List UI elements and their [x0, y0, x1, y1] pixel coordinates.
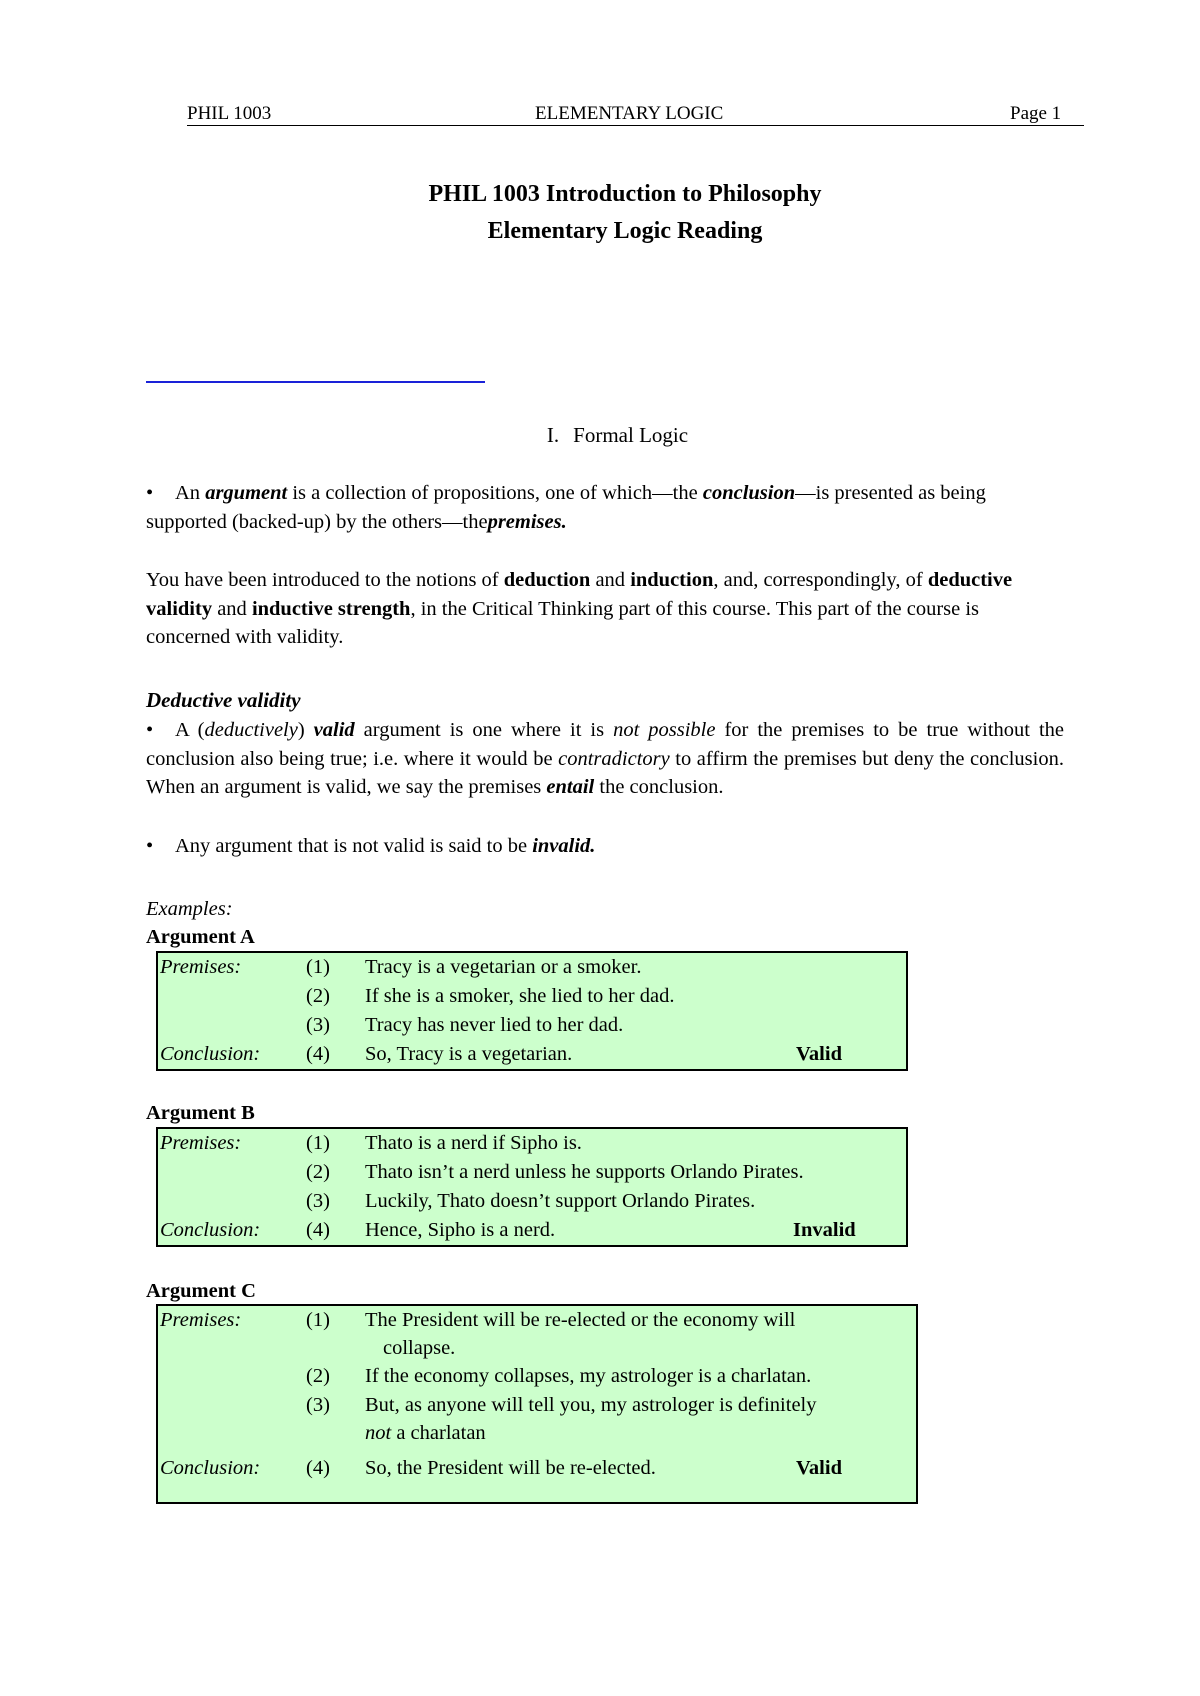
header-page-number: Page 1 — [1010, 103, 1062, 124]
bullet-icon — [146, 479, 175, 508]
premises-label: Premises: — [160, 1309, 242, 1331]
examples-label: Examples: — [146, 898, 233, 920]
argument-definition: •An argument is a collection of propositions, one of which—the conclusion—is presented as being supported (backed-up) by the others—thepremises. — [146, 479, 1064, 536]
bullet-icon — [146, 716, 175, 745]
deduction-induction-paragraph: You have been introduced to the notions of deduction and induction, and, correspondingly, of deductive validity and inductive strength, in the Critical Thinking part of this course. This part of the course is concerned with validity. — [146, 569, 1013, 648]
conclusion-label: Conclusion: — [160, 1043, 261, 1065]
section-number: I. — [546, 423, 560, 447]
argument-c-title: Argument C — [146, 1280, 256, 1302]
validity-definition: •A (deductively) valid argument is one where it is not possible for the premises to be true without the conclusion also being true; i.e. where it would be contradictory to affirm the premises but deny the conclusion. When an argument is valid, we say the premises entail the conclusion. — [146, 716, 1064, 802]
premises-label: Premises: — [160, 1132, 242, 1154]
blue-divider — [146, 381, 485, 383]
document-subtitle: Elementary Logic Reading — [487, 218, 763, 244]
argument-a-box: Premises: (1) Tracy is a vegetarian or a smoker. (2) If she is a smoker, she lied to her dad. (3) Tracy has never lied to her dad. Conclusion: (4) So, Tracy is a vegetarian. Valid — [156, 951, 908, 1071]
verdict-badge: Valid — [796, 1457, 842, 1479]
header-course-code: PHIL 1003 — [187, 103, 272, 124]
conclusion-label: Conclusion: — [160, 1457, 261, 1479]
section-title: Formal Logic — [573, 423, 689, 447]
argument-c-box: Premises: (1) The President will be re-elected or the economy will collapse. (2) If the economy collapses, my astrologer is a charlatan. (3) But, as anyone will tell you, my astrologer is definitely not a charlatan Conclusion: (4) So, the President will be re-elected. Valid — [156, 1304, 918, 1504]
argument-b-box: Premises: (1) Thato is a nerd if Sipho is. (2) Thato isn’t a nerd unless he supports Orlando Pirates. (3) Luckily, Thato doesn’t support Orlando Pirates. Conclusion: (4) Hence, Sipho is a nerd. Invalid — [156, 1127, 908, 1247]
invalid-definition: •Any argument that is not valid is said to be invalid. — [146, 832, 1064, 861]
argument-b-title: Argument B — [146, 1102, 255, 1124]
verdict-badge: Invalid — [793, 1219, 856, 1241]
verdict-badge: Valid — [796, 1043, 842, 1065]
header-rule — [187, 125, 1084, 126]
argument-a-title: Argument A — [146, 926, 255, 948]
section-heading — [0, 423, 1200, 448]
premises-label: Premises: — [160, 956, 242, 978]
document-title: PHIL 1003 Introduction to Philosophy — [428, 181, 822, 207]
header-title: ELEMENTARY LOGIC — [535, 103, 724, 124]
conclusion-label: Conclusion: — [160, 1219, 261, 1241]
bullet-icon — [146, 832, 175, 861]
deductive-validity-heading: Deductive validity — [146, 688, 301, 712]
